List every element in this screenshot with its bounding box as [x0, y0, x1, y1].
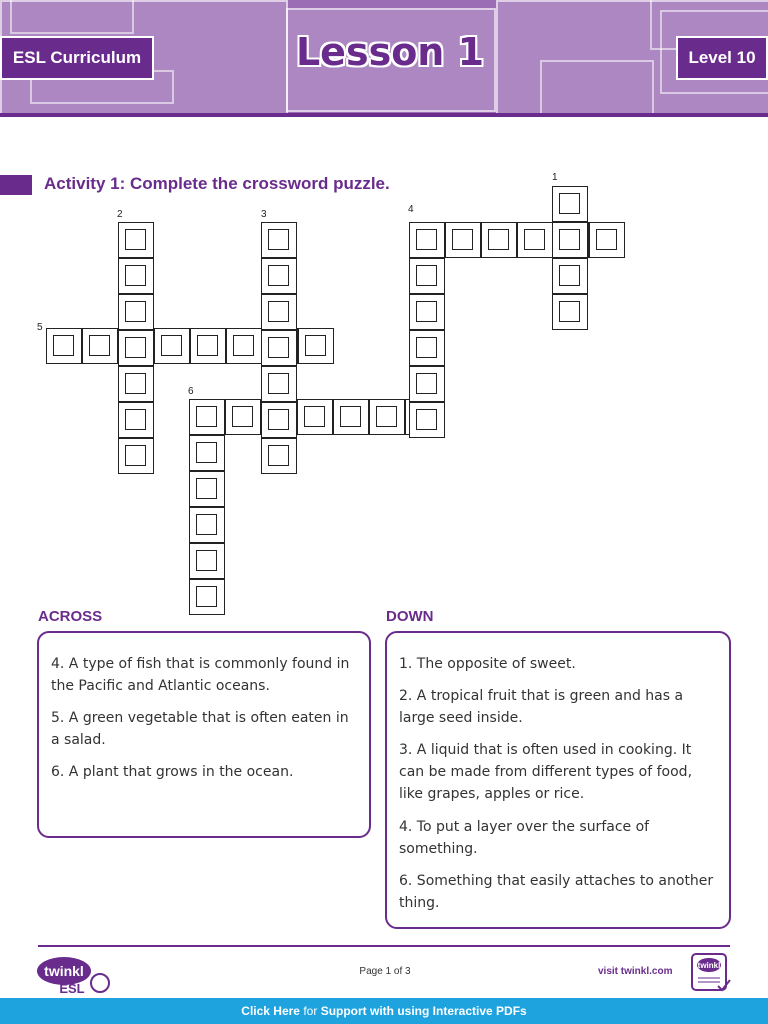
quality-badge-icon: [690, 952, 732, 994]
crossword-cell[interactable]: [189, 543, 225, 579]
crossword-cell[interactable]: [118, 222, 154, 258]
crossword-cell[interactable]: [190, 328, 226, 364]
crossword-cell[interactable]: [409, 402, 445, 438]
support-text[interactable]: Support with using Interactive PDFs: [320, 1004, 527, 1018]
clue-number: 1: [552, 172, 558, 183]
crossword-cell[interactable]: [118, 402, 154, 438]
page-title: Lesson 1: [295, 30, 485, 74]
crossword-cell[interactable]: [297, 399, 333, 435]
crossword-cell[interactable]: [552, 294, 588, 330]
down-clue: 2. A tropical fruit that is green and has a large seed inside.: [399, 688, 684, 726]
down-clue: 3. A liquid that is often used in cooking. It can be made from different types of food, like grapes, apples or rice.: [399, 742, 693, 802]
crossword-cell[interactable]: [118, 366, 154, 402]
crossword-cell[interactable]: [261, 366, 297, 402]
across-clue: 5. A green vegetable that is often eaten in a salad.: [51, 710, 349, 748]
crossword-cell[interactable]: [298, 328, 334, 364]
crossword-cell[interactable]: [82, 328, 118, 364]
crossword-cell[interactable]: [445, 222, 481, 258]
crossword-cell[interactable]: [552, 222, 588, 258]
footer-divider: [38, 945, 730, 947]
crossword-cell[interactable]: [409, 366, 445, 402]
crossword-cell[interactable]: [189, 399, 225, 435]
crossword-cell[interactable]: [189, 507, 225, 543]
link-connector: for: [303, 1004, 318, 1018]
crossword-cell[interactable]: [552, 258, 588, 294]
crossword-cell[interactable]: [154, 328, 190, 364]
header-deco-square: [540, 60, 654, 113]
crossword-cell[interactable]: [261, 330, 297, 366]
crossword-cell[interactable]: [409, 330, 445, 366]
clue-number: 3: [261, 209, 267, 220]
crossword-cell[interactable]: [261, 222, 297, 258]
logo-text: twinkl: [44, 963, 84, 979]
activity-marker: [0, 175, 32, 195]
crossword-cell[interactable]: [118, 330, 154, 366]
crossword-cell[interactable]: [189, 435, 225, 471]
crossword-cell[interactable]: [409, 258, 445, 294]
crossword-cell[interactable]: [409, 222, 445, 258]
crossword-cell[interactable]: [46, 328, 82, 364]
header-deco-square: [10, 0, 134, 34]
down-clue: 1. The opposite of sweet.: [399, 656, 576, 672]
clue-number: 6: [188, 386, 194, 397]
down-clue: 6. Something that easily attaches to another thing.: [399, 873, 714, 911]
header-divider: [0, 113, 768, 117]
visit-link[interactable]: visit twinkl.com: [598, 966, 673, 977]
clue-number: 5: [37, 322, 43, 333]
crossword-cell[interactable]: [261, 402, 297, 438]
down-clue: 4. To put a layer over the surface of something.: [399, 819, 650, 857]
badge-text: twinkl: [697, 961, 721, 970]
across-clue: 6. A plant that grows in the ocean.: [51, 764, 294, 780]
crossword-cell[interactable]: [225, 399, 261, 435]
click-here-text[interactable]: Click Here: [241, 1004, 300, 1018]
crossword-cell[interactable]: [189, 579, 225, 615]
logo-sub: ESL: [59, 981, 85, 995]
crossword-cell[interactable]: [409, 294, 445, 330]
clue-number: 2: [117, 209, 123, 220]
interactive-pdf-link[interactable]: [0, 998, 768, 1024]
activity-title: Activity 1: Complete the crossword puzzle.: [44, 174, 390, 193]
crossword-cell[interactable]: [261, 438, 297, 474]
crossword-cell[interactable]: [189, 471, 225, 507]
page-number: Page 1 of 3: [359, 966, 411, 977]
crossword-cell[interactable]: [118, 258, 154, 294]
crossword-cell[interactable]: [261, 294, 297, 330]
level-tag: Level 10: [676, 36, 768, 80]
down-heading: DOWN: [386, 608, 434, 625]
crossword-cell[interactable]: [261, 258, 297, 294]
crossword-cell[interactable]: [333, 399, 369, 435]
across-heading: ACROSS: [38, 608, 103, 625]
curriculum-tag: ESL Curriculum: [0, 36, 154, 80]
crossword-cell[interactable]: [118, 438, 154, 474]
crossword-cell[interactable]: [589, 222, 625, 258]
crossword-cell[interactable]: [481, 222, 517, 258]
clue-number: 4: [408, 204, 414, 215]
crossword-cell[interactable]: [226, 328, 262, 364]
crossword-cell[interactable]: [517, 222, 553, 258]
crossword-cell[interactable]: [552, 186, 588, 222]
crossword-cell[interactable]: [118, 294, 154, 330]
twinkl-esl-logo: [36, 955, 112, 995]
across-clue: 4. A type of fish that is commonly found in the Pacific and Atlantic oceans.: [51, 656, 350, 694]
crossword-cell[interactable]: [369, 399, 405, 435]
